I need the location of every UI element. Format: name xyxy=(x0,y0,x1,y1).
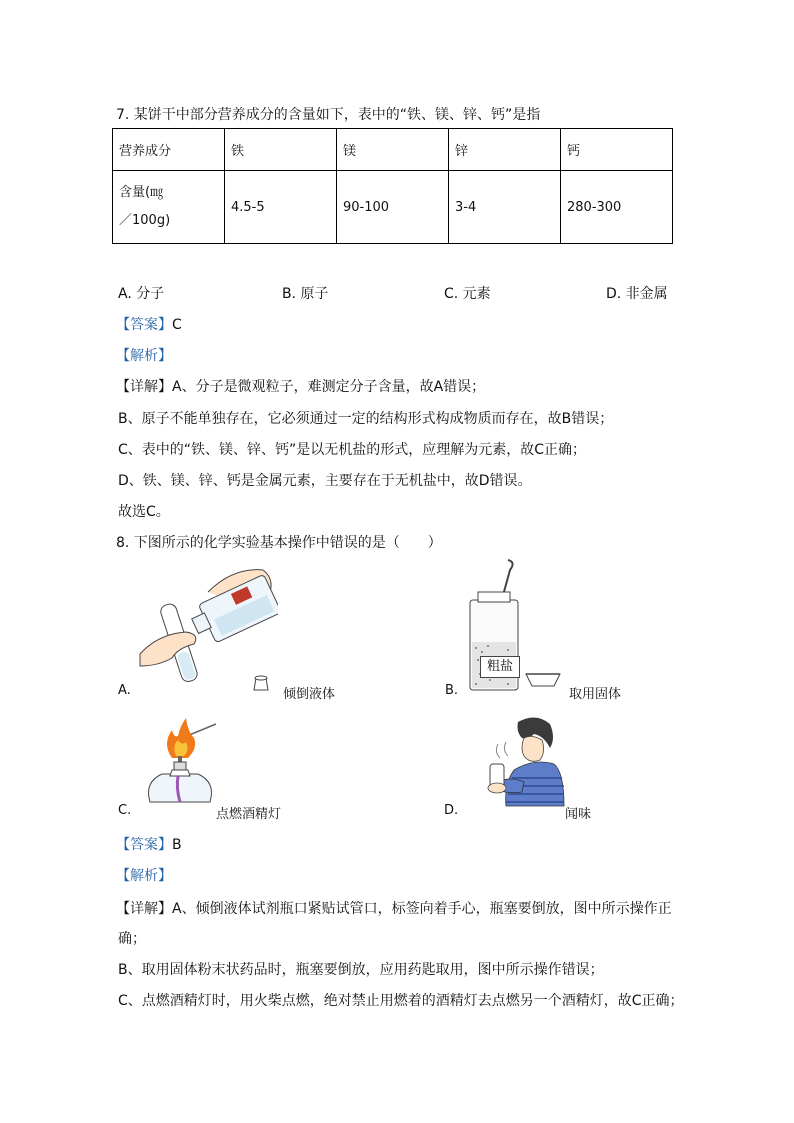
q7-detail-line-1 xyxy=(116,376,485,396)
nutrition-table xyxy=(112,128,673,244)
detail-tag: 【详解】 xyxy=(116,901,172,917)
table-header-row xyxy=(113,129,673,171)
q7-option-b: B. 原子 xyxy=(282,286,329,302)
question-7-stem: 7. 某饼干中部分营养成分的含量如下，表中的“铁、镁、锌、钙”是指 xyxy=(116,107,541,123)
jar-label: 粗盐 xyxy=(480,656,520,678)
q7-detail-line-4: D、铁、镁、锌、钙是金属元素，主要存在于无机盐中，故D错误。 xyxy=(118,473,532,489)
q8-detail-line-2: 确； xyxy=(118,931,146,947)
alcohol-lamp-illustration xyxy=(142,716,222,808)
answer-value: C xyxy=(172,317,182,333)
table-header-cell: 铁 xyxy=(225,129,337,171)
q8-detail-line-1 xyxy=(116,898,672,918)
table-header-cell: 钙 xyxy=(561,129,673,171)
q8-option-a-letter: A. xyxy=(118,683,131,698)
q8-detail-line-3: B、取用固体粉末状药品时，瓶塞要倒放，应用药匙取用，图中所示操作错误； xyxy=(118,962,604,978)
table-cell: 4.5-5 xyxy=(225,171,337,244)
answer-tag: 【答案】 xyxy=(116,317,172,333)
table-cell: 280-300 xyxy=(561,171,673,244)
row-label-line2: ／100g) xyxy=(119,213,171,228)
q7-answer xyxy=(116,314,182,334)
answer-value: B xyxy=(172,837,182,853)
q7-option-a: A. 分子 xyxy=(118,286,165,302)
q7-detail-line-5: 故选C。 xyxy=(118,504,170,520)
q8-analysis-tag: 【解析】 xyxy=(116,868,172,884)
q7-analysis-tag: 【解析】 xyxy=(116,348,172,364)
table-header-cell: 锌 xyxy=(449,129,561,171)
table-header-cell: 镁 xyxy=(337,129,449,171)
evaporating-dish-icon xyxy=(524,668,562,690)
q8-option-b-caption: 取用固体 xyxy=(569,687,622,702)
answer-tag: 【答案】 xyxy=(116,837,172,853)
detail-text: A、分子是微观粒子，难测定分子含量，故A错误； xyxy=(172,379,486,395)
q7-detail-line-3: C、表中的“铁、镁、锌、钙”是以无机盐的形式，应理解为元素，故C正确； xyxy=(118,442,587,458)
table-row-label xyxy=(113,171,225,244)
q8-answer xyxy=(116,834,182,854)
q8-detail-line-4: C、点燃酒精灯时，用火柴点燃，绝对禁止用燃着的酒精灯去点燃另一个酒精灯，故C正确； xyxy=(118,993,684,1009)
question-8-stem: 8. 下图所示的化学实验基本操作中错误的是（ ） xyxy=(116,535,442,551)
table-cell: 90-100 xyxy=(337,171,449,244)
q8-option-c-caption: 点燃酒精灯 xyxy=(216,807,282,822)
table-row xyxy=(113,171,673,244)
q8-option-b-letter: B. xyxy=(445,683,459,698)
table-header-cell: 营养成分 xyxy=(113,129,225,171)
detail-text: A、倾倒液体试剂瓶口紧贴试管口，标签向着手心，瓶塞要倒放，图中所示操作正 xyxy=(172,901,672,917)
q7-option-c: C. 元素 xyxy=(444,286,491,302)
q7-detail-line-2: B、原子不能单独存在，它必须通过一定的结构形式构成物质而存在，故B错误； xyxy=(118,411,614,427)
q8-option-a-caption: 倾倒液体 xyxy=(283,687,336,702)
detail-tag: 【详解】 xyxy=(116,379,172,395)
q7-option-d: D. 非金属 xyxy=(606,286,668,302)
table-cell: 3-4 xyxy=(449,171,561,244)
q8-option-c-letter: C. xyxy=(118,803,132,818)
q8-option-d-letter: D. xyxy=(444,803,459,818)
row-label-line1: 含量(㎎ xyxy=(119,185,164,200)
smelling-illustration xyxy=(484,712,566,808)
stopper-icon xyxy=(252,672,270,692)
q8-option-d-caption: 闻味 xyxy=(565,807,592,822)
